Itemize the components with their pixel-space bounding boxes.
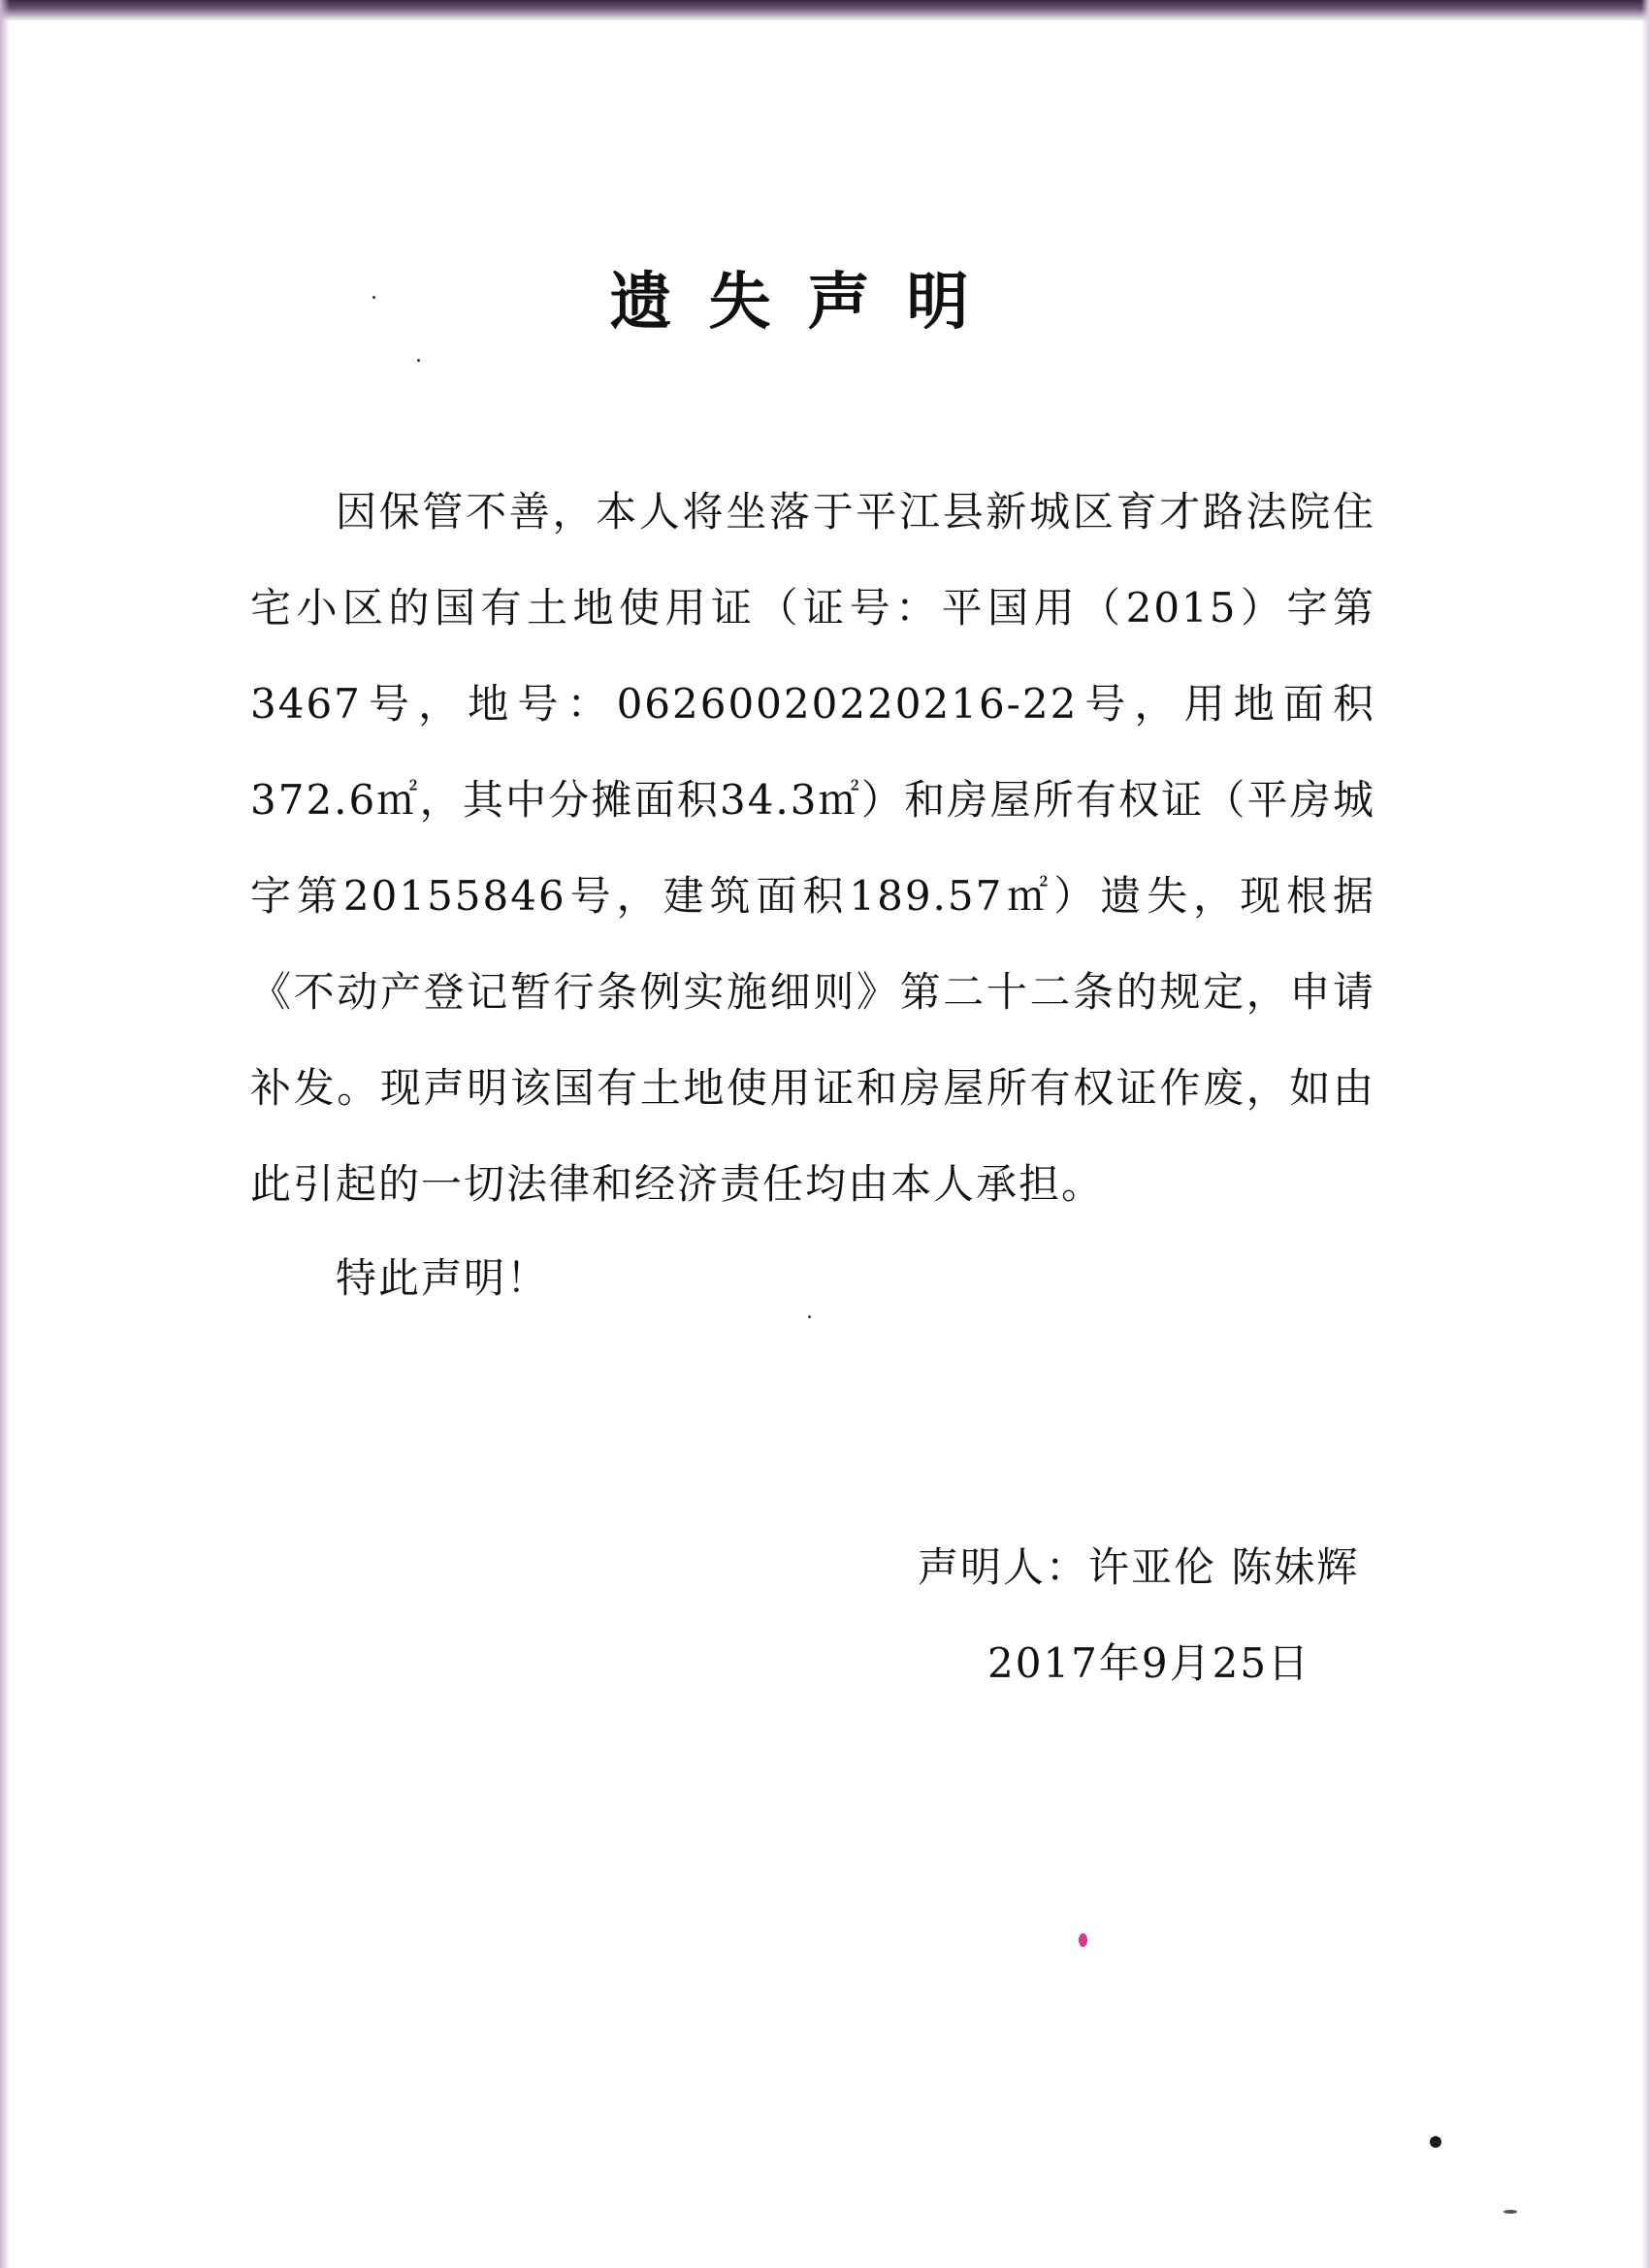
body-paragraph: 因保管不善，本人将坐落于平江县新城区育才路法院住宅小区的国有土地使用证（证号：平国用（2015）字第3467号，地号：06260020220216-22号，用地面积372.6㎡，其中分摊面积34.3㎡）和房屋所有权证（平房城字第20155846号，建筑面积189.57㎡）遗失，现根据《不动产登记暂行条例实施细则》第二十二条的规定，申请补发。现声明该国有土地使用证和房屋所有权证作废，如由此引起的一切法律和经济责任均由本人承担。 — [250, 488, 1375, 1208]
dust-speck-mark — [1504, 2210, 1517, 2214]
declaration-date: 2017年9月25日 — [987, 1639, 1311, 1687]
dust-speck-mark — [417, 359, 420, 362]
document-body — [250, 464, 1375, 1232]
ink-stain-mark — [1079, 1933, 1087, 1947]
signatory-line — [918, 1519, 1359, 1615]
dust-speck-mark — [372, 296, 375, 299]
dust-speck-mark — [808, 1315, 811, 1318]
closing-statement: 特此声明！ — [336, 1254, 550, 1302]
page-title: 遗失声明 — [609, 267, 1006, 339]
signatory-names: 许亚伦 陈妹辉 — [1088, 1543, 1360, 1591]
scan-edge-top — [0, 0, 1649, 21]
signatory-label: 声明人： — [918, 1543, 1089, 1591]
scan-edge-right — [1641, 0, 1649, 2268]
ink-speck-mark — [1430, 2136, 1441, 2148]
